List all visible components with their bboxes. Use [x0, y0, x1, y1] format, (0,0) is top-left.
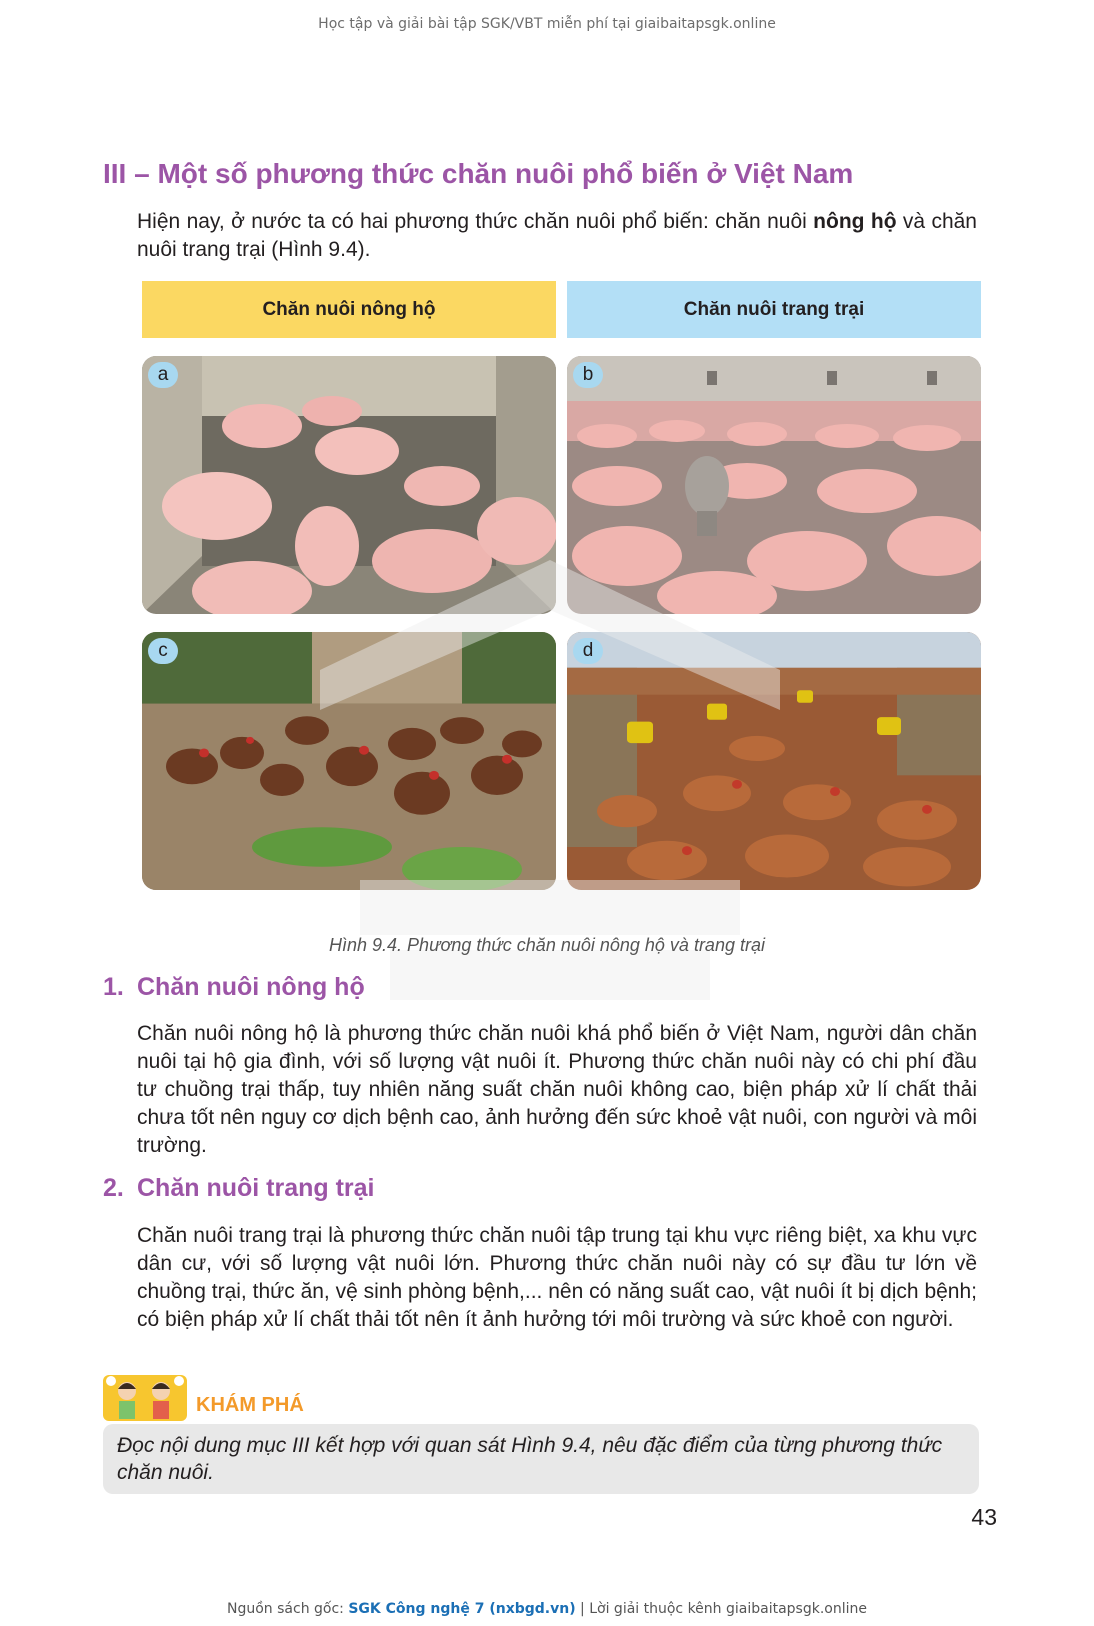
photo-label-d: d [573, 638, 603, 664]
footer-source-link[interactable]: SGK Công nghệ 7 (nxbgd.vn) [348, 1601, 576, 1617]
explore-text: Đọc nội dung mục III kết hợp với quan sát Hình 9.4, nêu đặc điểm của từng phương thức chăn nuôi. [117, 1434, 943, 1484]
photo-label-b: b [573, 362, 603, 388]
household-paragraph: Chăn nuôi nông hộ là phương thức chăn nuôi khá phổ biến ở Việt Nam, người dân chăn nuôi tại hộ gia đình, với số lượng vật nuôi ít. Phương thức chăn nuôi này có chi phí đầu tư chuồng trại thấp, tuy nhiên năng suất chăn nuôi không cao, biện pháp xử lí chất thải chưa tốt nên nguy cơ dịch bệnh cao, ảnh hưởng đến sức khoẻ vật nuôi, con người và môi trường. [137, 1022, 977, 1157]
explore-title: KHÁM PHÁ [196, 1394, 304, 1416]
intro-paragraph [137, 208, 977, 264]
photo-label-a: a [148, 362, 178, 388]
photo-household-chickens [142, 632, 556, 890]
subheading-farm [103, 1174, 375, 1203]
column-header-household: Chăn nuôi nông hộ [142, 281, 556, 338]
intro-text-start: Hiện nay, ở nước ta có hai phương thức chăn nuôi phổ biến: chăn nuôi [137, 210, 814, 233]
subheading-farm-title: Chăn nuôi trang trại [137, 1174, 375, 1202]
explore-box [103, 1424, 979, 1494]
subheading-farm-number: 2. [103, 1174, 124, 1202]
section-title: III – Một số phương thức chăn nuôi phổ biến ở Việt Nam [103, 158, 854, 189]
intro-text-end: và chăn nuôi trang trại (Hình 9.4). [137, 210, 977, 261]
photo-farm-pigs [567, 356, 981, 614]
photo-farm-chickens [567, 632, 981, 890]
subheading-household [103, 973, 365, 1002]
figure-caption: Hình 9.4. Phương thức chăn nuôi nông hộ và trang trại [329, 935, 765, 955]
subheading-household-title: Chăn nuôi nông hộ [137, 973, 365, 1001]
footer-prefix: Nguồn sách gốc: [227, 1601, 349, 1617]
top-note: Học tập và giải bài tập SGK/VBT miễn phí tại giaibaitapsgk.online [318, 16, 776, 32]
farm-paragraph: Chăn nuôi trang trại là phương thức chăn nuôi tập trung tại khu vực riêng biệt, xa khu vực dân cư, với số lượng vật nuôi lớn. Phương thức chăn nuôi này có sự đầu tư lớn về chuồng trại, thức ăn, vệ sinh phòng bệnh,... nên có năng suất cao, vật nuôi ít bị dịch bệnh; có biện pháp xử lí chất thải tốt nên ít ảnh hưởng tới môi trường và sức khoẻ con người. [137, 1224, 977, 1331]
intro-bold: nông hộ [813, 210, 897, 233]
footer-note [0, 1601, 1094, 1617]
photo-label-c: c [148, 638, 178, 664]
explore-kids-icon [103, 1375, 187, 1421]
footer-suffix: | Lời giải thuộc kênh giaibaitapsgk.online [575, 1601, 867, 1617]
page-number: 43 [971, 1504, 997, 1530]
subheading-household-number: 1. [103, 973, 124, 1001]
photo-household-pigs [142, 356, 556, 614]
column-header-farm: Chăn nuôi trang trại [567, 281, 981, 338]
